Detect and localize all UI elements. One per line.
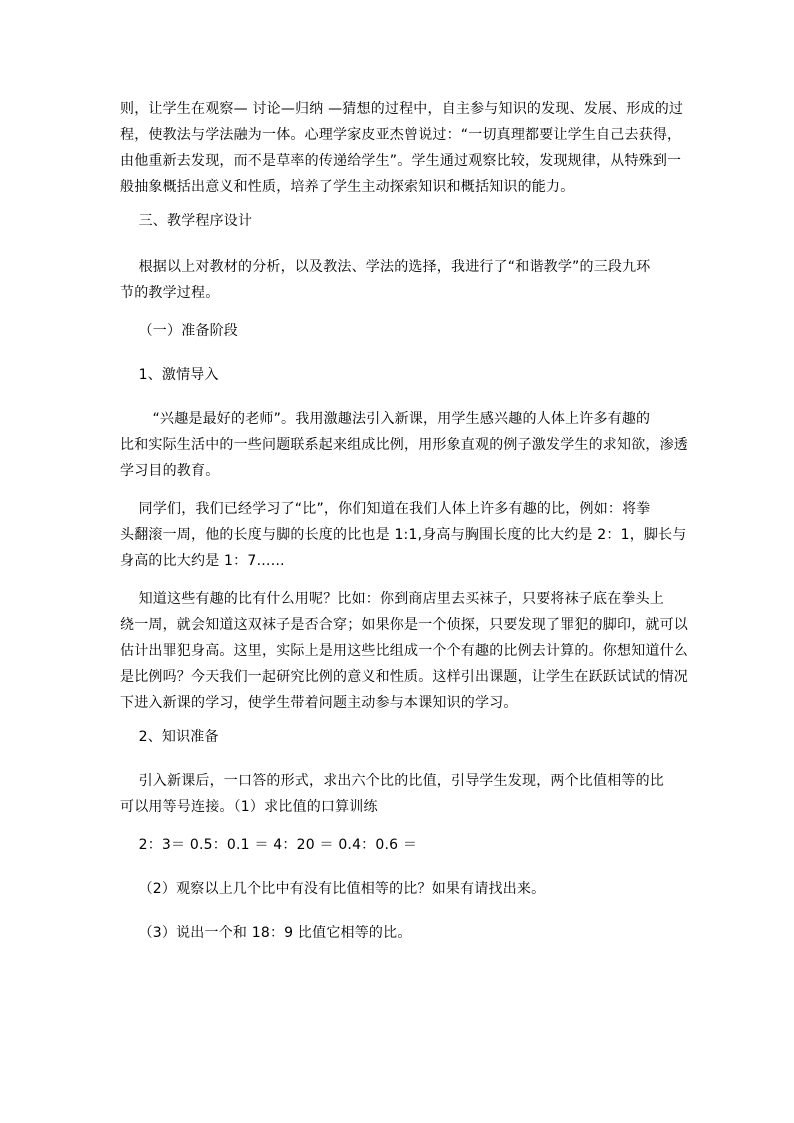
paragraph-classmates bbox=[120, 496, 687, 574]
section-title: 三、教学程序设计 bbox=[120, 213, 253, 229]
paragraph-intro bbox=[120, 96, 684, 200]
paragraph-interest bbox=[120, 406, 688, 484]
question-line: （3）说出一个和 18：9 比值它相等的比。 bbox=[120, 925, 412, 941]
step-two-heading bbox=[120, 724, 676, 750]
text-line: 估计出罪犯身高。这里，实际上是用这些比组成一个个有趣的比例去计算的。你想知道什么 bbox=[120, 643, 688, 659]
text-line: 根据以上对教材的分析，以及教法、学法的选择，我进行了“和谐教学”的三段九环 bbox=[120, 259, 651, 275]
text-line: 则，让学生在观察— 讨论—归纳 —猜想的过程中，自主参与知识的发现、发展、形成的过 bbox=[120, 101, 684, 117]
step-title: 2、知识准备 bbox=[120, 729, 219, 745]
stage-one-heading bbox=[120, 318, 676, 344]
question-two bbox=[120, 876, 676, 902]
paragraph-design bbox=[120, 254, 676, 306]
text-line: 同学们，我们已经学习了“比”，你们知道在我们人体上许多有趣的比，例如：将拳 bbox=[120, 501, 651, 517]
ratio-drill bbox=[120, 832, 676, 858]
step-title: 1、激情导入 bbox=[120, 367, 219, 383]
text-line: 由他重新去发现，而不是草率的传递给学生”。学生通过观察比较，发现规律，从特殊到一 bbox=[120, 153, 682, 169]
step-one-heading bbox=[120, 362, 676, 388]
stage-title: （一）准备阶段 bbox=[120, 323, 239, 339]
text-line: “兴趣是最好的老师”。我用激趣法引入新课，用学生感兴趣的人体上许多有趣的 bbox=[120, 411, 651, 427]
paragraph-socks bbox=[120, 586, 688, 716]
text-line: 节的教学过程。 bbox=[120, 285, 220, 301]
ratio-drill-line: 2：3＝ 0.5：0.1 ＝ 4：20 ＝ 0.4：0.6 ＝ bbox=[120, 837, 418, 853]
text-line: 比和实际生活中的一些问题联系起来组成比例，用形象直观的例子激发学生的求知欲，渗透 bbox=[120, 437, 688, 453]
text-line: 是比例吗？今天我们一起研究比例的意义和性质。这样引出课题，让学生在跃跃试试的情况 bbox=[120, 669, 688, 685]
text-line: 下进入新课的学习，使学生带着问题主动参与本课知识的学习。 bbox=[120, 695, 518, 711]
text-line: 程，使教法与学法融为一体。心理学家皮亚杰曾说过：“一切真理都要让学生自己去获得， bbox=[120, 127, 682, 143]
text-line: 般抽象概括出意义和性质，培养了学生主动探索知识和概括知识的能力。 bbox=[120, 179, 575, 195]
text-line: 学习目的教育。 bbox=[120, 463, 220, 479]
section-three-heading bbox=[120, 208, 676, 234]
question-line: （2）观察以上几个比中有没有比值相等的比？如果有请找出来。 bbox=[120, 881, 546, 897]
text-line: 头翻滚一周，他的长度与脚的长度的比也是 1:1,身高与胸围长度的比大约是 2：1，脚长与 bbox=[120, 527, 687, 543]
text-line: 知道这些有趣的比有什么用呢？比如：你到商店里去买袜子，只要将袜子底在拳头上 bbox=[120, 591, 664, 607]
paragraph-knowledge bbox=[120, 768, 676, 820]
text-line: 引入新课后，一口答的形式，求出六个比的比值，引导学生发现，两个比值相等的比 bbox=[120, 773, 664, 789]
question-three bbox=[120, 920, 676, 946]
text-line: 可以用等号连接。（1）求比值的口算训练 bbox=[120, 799, 378, 815]
text-line: 身高的比大约是 1：7…… bbox=[120, 553, 285, 569]
text-line: 绕一周，就会知道这双袜子是否合穿；如果你是一个侦探，只要发现了罪犯的脚印，就可以 bbox=[120, 617, 688, 633]
